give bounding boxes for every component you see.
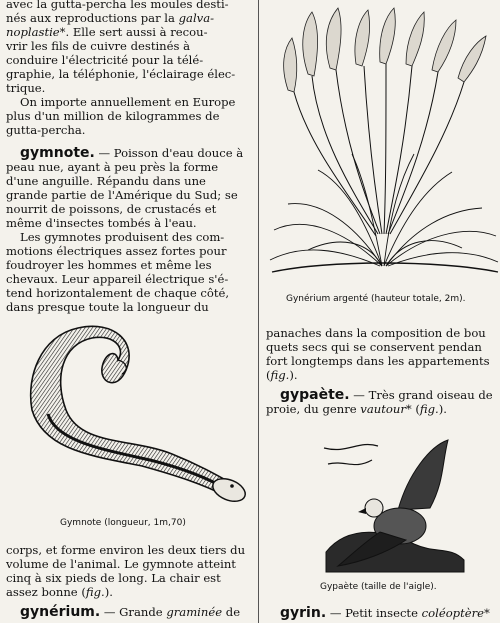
text-line: nés aux reproductions par la galva- (6, 11, 215, 25)
text-line: motions électriques assez fortes pour (6, 244, 227, 258)
headword-gyrin: gyrin. (280, 606, 327, 620)
column-divider (258, 0, 259, 623)
text-line: noplastie*. Elle sert aussi à recou- (6, 25, 208, 39)
text-line: volume de l'animal. Le gymnote atteint (6, 557, 236, 571)
text-line: grande partie de l'Amérique du Sud; se (6, 188, 238, 202)
text-line: — Très grand oiseau de (349, 388, 493, 402)
vulture-beak (358, 508, 366, 514)
gymnote-illustration (22, 318, 250, 508)
text-line: avec la gutta-percha les moules desti- (6, 0, 229, 11)
text-line: proie, du genre vautour* (fig.). (266, 402, 447, 416)
text-line: dans presque toute la longueur du (6, 300, 209, 314)
text-line: graphie, la téléphonie, l'éclairage élec- (6, 67, 236, 81)
gyrin-line (266, 606, 500, 620)
text-line: — Grande graminée de (100, 605, 241, 619)
text-line: fort longtemps dans les appartements (266, 354, 490, 368)
text-line: — Poisson d'eau douce à (94, 146, 244, 160)
gynerium-illustration (268, 4, 500, 286)
gynerium-entry (6, 605, 254, 619)
gymnote-paragraph-2 (6, 230, 254, 314)
text-line: gutta-percha. (6, 123, 86, 137)
text-line: assez bonne (fig.). (6, 585, 113, 599)
grass-leaves (270, 154, 498, 266)
headword-gypaete: gypaète. (280, 387, 350, 403)
text-line: peau nue, ayant à peu près la forme (6, 160, 219, 174)
left-column-bottom (6, 543, 254, 619)
text-line: tend horizontalement de chaque côté, (6, 286, 230, 300)
text-line: d'une anguille. Répandu dans une (6, 174, 206, 188)
text-line: quets secs qui se conservent pendan (266, 340, 482, 354)
text-line: — Petit insecte coléoptère* (326, 606, 490, 620)
import-paragraph (6, 95, 254, 137)
text-line: Les gymnotes produisent des com- (20, 230, 225, 244)
gypaete-entry (266, 388, 500, 416)
text-line: nourrit de poissons, de crustacés et (6, 202, 217, 216)
gutta-percha-continuation (6, 0, 254, 95)
text-line: (fig.). (266, 368, 298, 382)
text-line: corps, et forme environ les deux tiers du (6, 543, 246, 557)
gyrin-entry (266, 606, 500, 620)
branch (324, 444, 378, 464)
text-line: plus d'un million de kilogrammes de (6, 109, 220, 123)
gypaete-illustration (318, 434, 468, 574)
gymnote-caption: Gymnote (longueur, 1m,70) (60, 518, 186, 528)
text-line: On importe annuellement en Europe (20, 95, 236, 109)
left-column-text (6, 0, 254, 314)
text-line: panaches dans la composition de bou (266, 326, 486, 340)
grass-plumes (284, 8, 486, 92)
text-line: vrir les fils de cuivre destinés à (6, 39, 191, 53)
gymnote-continuation (6, 543, 254, 599)
eel-eye (230, 484, 234, 488)
gymnote-entry (6, 146, 254, 230)
text-line: foudroyer les hommes et même les (6, 258, 212, 272)
text-line: cinq à six pieds de long. La chair est (6, 571, 221, 585)
text-line: trique. (6, 81, 46, 95)
text-line: conduire l'électricité pour la télé- (6, 53, 204, 67)
headword-gynerium: gynérium. (20, 604, 101, 620)
vulture-head (365, 499, 383, 517)
gynerium-continuation (266, 326, 500, 382)
vulture-wing (398, 440, 448, 510)
text-line: même d'insectes tombés à l'eau. (6, 216, 197, 230)
gypaete-caption: Gypaète (taille de l'aigle). (320, 582, 437, 592)
grass-stems (294, 64, 464, 236)
eel-body (31, 326, 241, 498)
right-column-text (266, 326, 500, 416)
headword-gymnote: gymnote. (20, 145, 95, 161)
text-line: chevaux. Leur appareil électrique s'é- (6, 272, 229, 286)
gynerium-caption: Gynérium argenté (hauteur totale, 2m). (286, 294, 466, 304)
